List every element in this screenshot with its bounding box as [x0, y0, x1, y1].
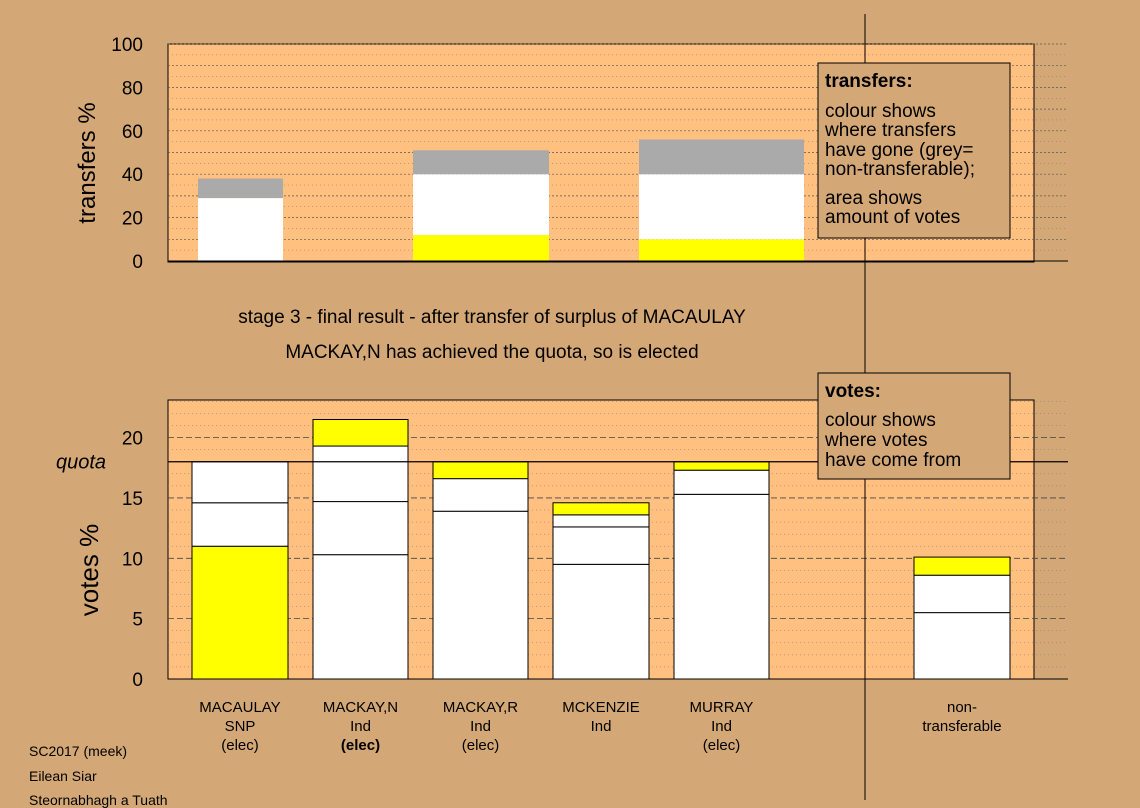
vote-segment: [553, 527, 649, 564]
votes-tick-label: 10: [121, 549, 143, 571]
vote-segment: [674, 462, 769, 470]
vote-segment: [914, 575, 1010, 612]
candidate-label-line: Ind: [350, 718, 371, 735]
vote-segment: [433, 462, 528, 479]
vote-segment: [553, 503, 649, 515]
vote-segment: [674, 470, 769, 494]
vote-segment: [914, 557, 1010, 575]
candidate-label-line: MACAULAY: [199, 699, 281, 716]
transfers-legend-line: non-transferable);: [825, 159, 975, 180]
transfers-legend-heading: transfers:: [825, 71, 913, 92]
transfers-legend-line: area shows: [825, 188, 923, 209]
vote-segment: [313, 419, 408, 446]
transfer-segment: [198, 198, 283, 261]
vote-segment: [313, 555, 408, 679]
candidate-label-line: transferable: [922, 718, 1002, 735]
votes-legend-line: where votes: [825, 430, 928, 451]
votes-legend-line: colour shows: [825, 410, 936, 431]
votes-tick-label: 15: [121, 488, 143, 510]
candidate-label-line: (elec): [221, 737, 259, 754]
candidate-label-line: MCKENZIE: [562, 699, 640, 716]
transfers-axis-title: transfers %: [74, 102, 101, 224]
transfer-segment: [639, 139, 804, 174]
candidate-label-line: (elec): [461, 737, 500, 754]
vote-segment: [674, 494, 769, 679]
footer-council: Eilean Siar: [29, 768, 97, 784]
transfers-legend-line: colour shows: [825, 101, 936, 122]
candidate-label-line: Ind: [711, 718, 732, 735]
transfers-legend-line: where transfers: [825, 120, 956, 141]
candidate-label-line: Ind: [470, 718, 491, 735]
vote-segment: [313, 446, 408, 502]
election-status: MACKAY,N has achieved the quota, so is elected: [285, 342, 699, 363]
candidate-label-line: (elec): [702, 737, 741, 754]
stage-description: stage 3 - final result - after transfer of surplus of MACAULAY: [238, 307, 746, 328]
transfers-tick-label: 80: [121, 78, 143, 100]
transfer-segment: [198, 179, 283, 199]
votes-legend-line: have come from: [825, 450, 962, 471]
transfers-tick-label: 60: [121, 121, 143, 143]
votes-tick-label: 0: [132, 670, 143, 691]
votes-tick-label: 5: [132, 609, 143, 631]
transfers-tick-label: 0: [132, 252, 143, 273]
candidate-label-line: non-: [946, 699, 978, 716]
transfer-segment: [413, 150, 549, 174]
votes-tick-label: 20: [121, 428, 143, 450]
vote-segment: [553, 515, 649, 527]
candidate-label-line: MACKAY,R: [442, 699, 519, 716]
votes-legend: [818, 373, 1010, 479]
transfer-segment: [413, 174, 549, 235]
vote-segment: [433, 511, 528, 679]
transfers-legend-line: amount of votes: [825, 207, 961, 228]
candidate-label-line: SNP: [224, 718, 256, 735]
transfers-legend: [818, 63, 1010, 238]
vote-segment: [192, 546, 288, 679]
transfer-segment: [639, 174, 804, 239]
transfers-tick-label: 100: [111, 35, 143, 56]
votes-legend-heading: votes:: [825, 381, 881, 402]
candidate-label-line: MURRAY: [689, 699, 754, 716]
candidate-label-line: Ind: [590, 718, 612, 735]
candidate-label-line: (elec): [340, 737, 381, 754]
vote-segment: [433, 479, 528, 512]
transfers-tick-label: 40: [121, 165, 143, 187]
transfer-segment: [413, 235, 549, 261]
transfers-tick-label: 20: [121, 208, 143, 230]
vote-segment: [313, 502, 408, 555]
transfer-segment: [639, 239, 804, 261]
vote-segment: [914, 613, 1010, 679]
candidate-label-line: MACKAY,N: [322, 699, 399, 716]
candidate-labels: [199, 699, 1001, 754]
quota-label: quota: [56, 451, 107, 474]
transfers-legend-line: have gone (grey=: [825, 140, 974, 161]
footer-method: SC2017 (meek): [29, 743, 128, 759]
vote-segment: [553, 564, 649, 679]
footer-ward: Steornabhagh a Tuath: [29, 792, 168, 808]
vote-segment: [192, 503, 288, 546]
votes-axis-title: votes %: [74, 523, 104, 617]
vote-segment: [192, 462, 288, 503]
